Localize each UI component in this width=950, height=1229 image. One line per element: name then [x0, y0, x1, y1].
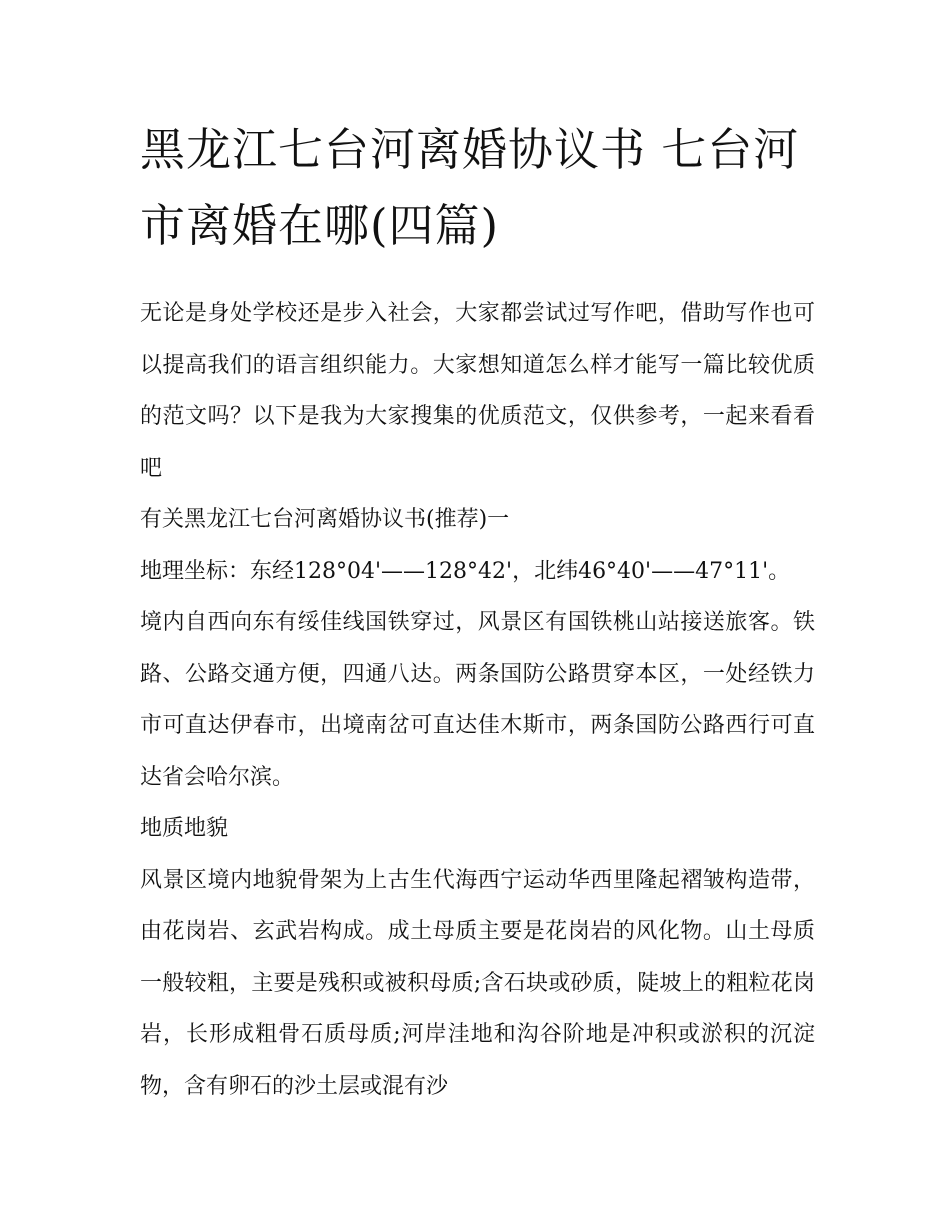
document-title: 黑龙江七台河离婚协议书 七台河市离婚在哪(四篇)	[140, 123, 800, 252]
intro-paragraph: 无论是身处学校还是步入社会，大家都尝试过写作吧，借助写作也可以提高我们的语言组织能力。大家想知道怎么样才能写一篇比较优质的范文吗？以下是我为大家搜集的优质范文，仅供参考，一起来看看吧	[140, 301, 815, 481]
geology-paragraph: 风景区境内地貌骨架为上古生代海西宁运动华西里隆起褶皱构造带，由花岗岩、玄武岩构成。成土母质主要是花岗岩的风化物。山土母质一般较粗，主要是残积或被积母质;含石块或砂质，陡坡上的粗粒花岗岩，长形成粗骨石质母质;河岸洼地和沟谷阶地是冲积或淤积的沉淀物，含有卵石的沙土层或混有沙	[140, 867, 815, 1099]
coordinates-paragraph: 地理坐标：东经128°04'——128°42'，北纬46°40'——47°11'。	[140, 558, 791, 584]
document-body	[140, 112, 815, 1112]
geology-heading: 地质地貌	[140, 816, 229, 841]
transport-paragraph: 境内自西向东有绥佳线国铁穿过，风景区有国铁桃山站接送旅客。铁路、公路交通方便，四通八达。两条国防公路贯穿本区，一处经铁力市可直达伊春市，出境南岔可直达佳木斯市，两条国防公路西行可直达省会哈尔滨。	[140, 610, 815, 790]
section-heading: 有关黑龙江七台河离婚协议书(推荐)一	[140, 507, 510, 532]
